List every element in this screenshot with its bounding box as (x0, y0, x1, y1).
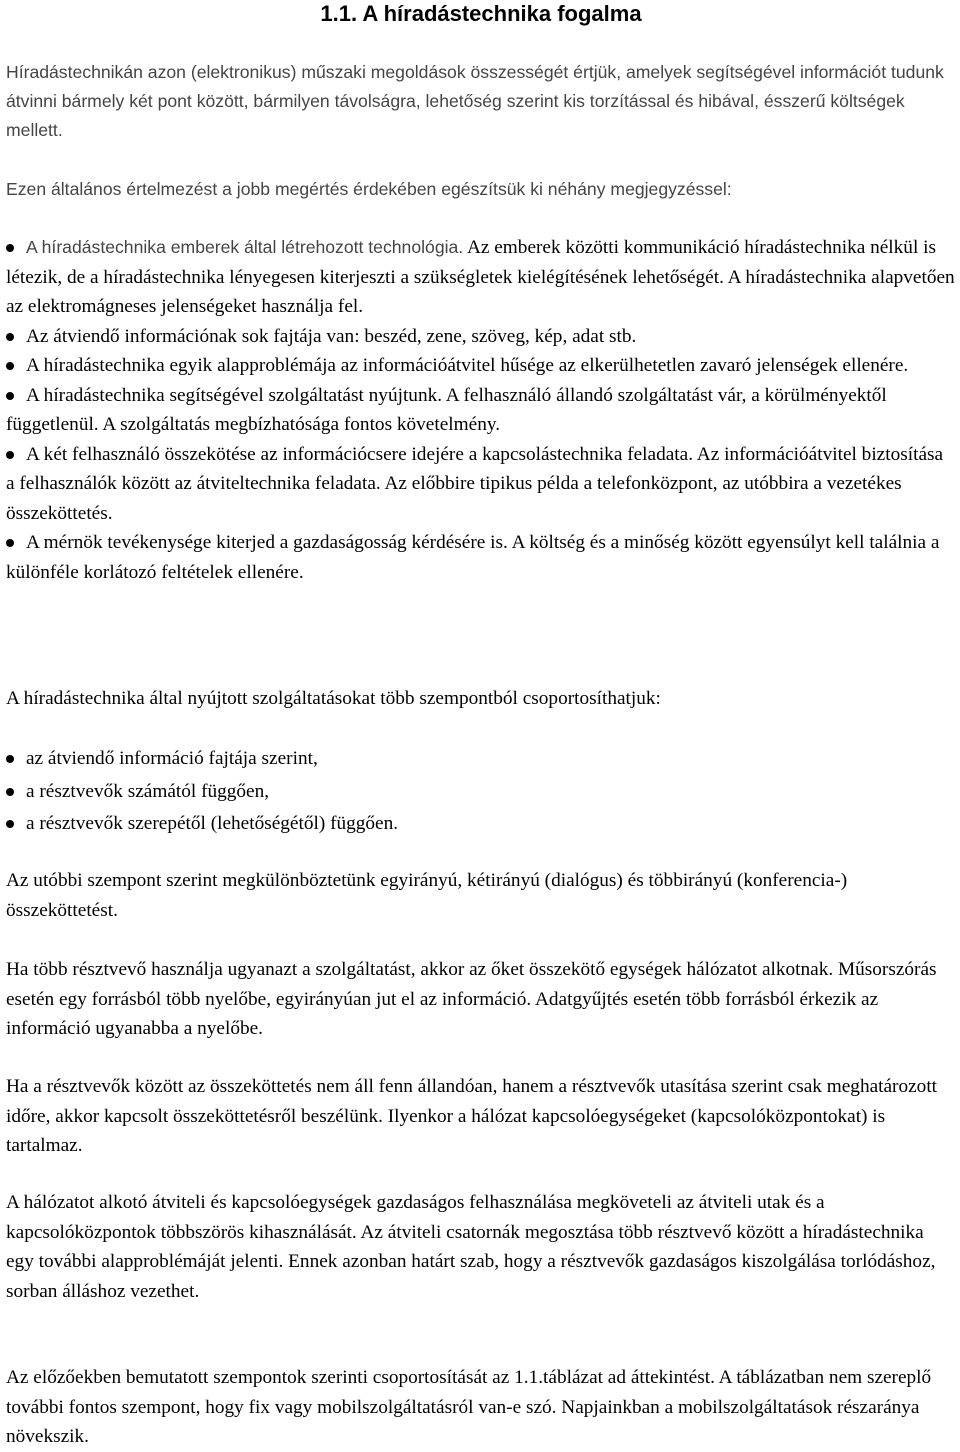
list-item (6, 440, 956, 529)
bullet-icon (6, 539, 14, 547)
list-item (6, 322, 956, 352)
paragraph: A hálózatot alkotó átviteli és kapcsolóegységek gazdaságos felhasználása megköveteli az átviteli utak és a kapcsolóközpontok többszörös kihasználását. Az átviteli csatornák megosztása több résztvevő között a híradástechnika egy további alapproblémáját jelenti. Ennek azonban határt szab, hogy a résztvevők gazdaságos kiszolgálása torlódáshoz, sorban álláshoz vezethet. (6, 1192, 936, 1302)
list-item-text: Az emberek közötti kommunikáció híradástechnika nélkül is létezik, de a híradástechnika lényegesen kiterjeszti a szükségletek kielégítésének lehetőségét. A híradástechnika alapvetően az elektromágneses jelenségeket használja fel. (6, 237, 955, 317)
list-item (6, 744, 956, 774)
bullet-icon (6, 788, 14, 796)
paragraph: Ha több résztvevő használja ugyanazt a szolgáltatást, akkor az őket összekötő egységek hálózatot alkotnak. Műsorszórás esetén egy forrásból több nyelőbe, egyirányúan jut el az információ. Adatgyűjtés esetén több forrásból érkezik az információ ugyanabba a nyelőbe. (6, 959, 937, 1039)
bullet-icon (6, 392, 14, 400)
paragraph: Az előzőekben bemutatott szempontok szerinti csoportosítását az 1.1.táblázat ad áttekintést. A táblázatban nem szereplő további fontos szempont, hogy fix vagy mobilszolgáltatásról van-e szó. Napjainkban a mobilszolgáltatások részaránya növekszik. (6, 1367, 932, 1447)
lead-paragraph: Ezen általános értelmezést a jobb megértés érdekében egészítsük ki néhány megjegyzéssel: (6, 179, 732, 199)
list-item-text: A mérnök tevékenysége kiterjed a gazdaságosság kérdésére is. A költség és a minőség között egyensúlyt kell találnia a különféle korlátozó feltételek ellenére. (6, 532, 940, 583)
list-item (6, 351, 956, 381)
bullet-icon (6, 820, 14, 828)
grouping-list (6, 744, 956, 842)
list-item (6, 777, 956, 807)
list-item-text: a résztvevők szerepétől (lehetőségétől) függően. (26, 813, 399, 834)
intro-paragraph: Híradástechnikán azon (elektronikus) műszaki megoldások összességét értjük, amelyek segítségével információt tudunk átvinni bármely két pont között, bármilyen távolságra, lehetőség szerint kis torzítással és hibával, ésszerű költségek mellett. (6, 62, 944, 140)
list-item (6, 809, 956, 839)
bullet-icon (6, 244, 14, 252)
list-item-text: A híradástechnika segítségével szolgáltatást nyújtunk. A felhasználó állandó szolgáltatást vár, a körülményektől függetlenül. A szolgáltatás megbízhatósága fontos követelmény. (6, 384, 887, 435)
grouping-paragraph: A híradástechnika által nyújtott szolgáltatásokat több szempontból csoportosíthatjuk: (6, 688, 661, 709)
bullet-icon (6, 451, 14, 459)
remarks-list (6, 233, 956, 587)
list-item-text: a résztvevők számától függően, (26, 780, 270, 802)
list-item-lead: A híradástechnika emberek által létrehozott technológia. (26, 237, 464, 257)
list-item-text: Az átviendő információnak sok fajtája van: beszéd, zene, szöveg, kép, adat stb. (26, 325, 637, 347)
paragraph: Az utóbbi szempont szerint megkülönböztetünk egyirányú, kétirányú (dialógus) és többirányú (konferencia-) összeköttetést. (6, 870, 848, 921)
list-item-text: az átviendő információ fajtája szerint, (26, 748, 318, 769)
paragraph: Ha a résztvevők között az összeköttetés nem áll fenn állandóan, hanem a résztvevők utasítása szerint csak meghatározott időre, akkor kapcsolt összeköttetésről beszélünk. Ilyenkor a hálózat kapcsolóegységeket (kapcsolóközpontokat) is tartalmaz. (6, 1076, 938, 1156)
page-title: 1.1. A híradástechnika fogalma (320, 1, 642, 26)
bullet-icon (6, 755, 14, 763)
list-item-text: A két felhasználó összekötése az információcsere idejére a kapcsolástechnika feladata. Az információátvitel biztosítása a felhasználók között az átviteltechnika feladata. Az előbbire tipikus példa a telefonközpont, az utóbbira a vezetékes összeköttetés. (6, 443, 944, 524)
list-item-text: A híradástechnika egyik alapproblémája az információátvitel hűsége az elkerülhetetlen zavaró jelenségek ellenére. (26, 355, 909, 376)
list-item (6, 381, 956, 440)
list-item (6, 528, 956, 587)
list-item (6, 233, 956, 322)
bullet-icon (6, 333, 14, 341)
bullet-icon (6, 362, 14, 370)
